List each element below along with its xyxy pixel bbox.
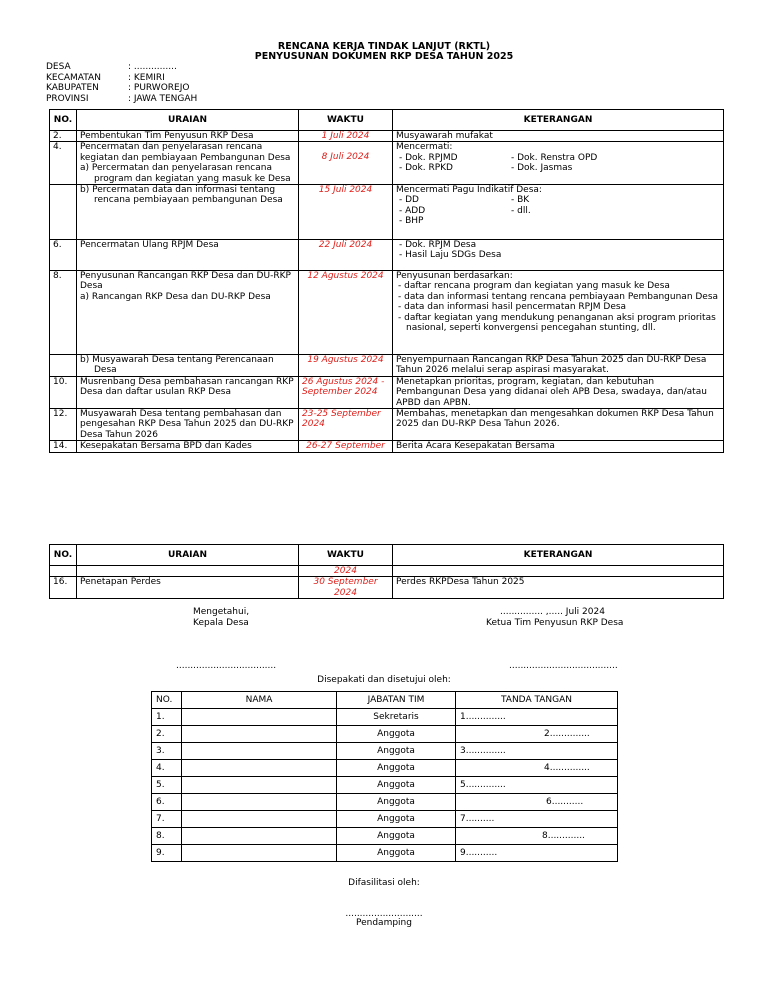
row-waktu: 19 Agustus 2024 bbox=[299, 355, 393, 377]
ket-list bbox=[396, 206, 720, 216]
sign-ttd: 2.............. bbox=[456, 726, 618, 743]
sign-nama bbox=[182, 760, 337, 777]
sign-jabatan: Anggota bbox=[337, 726, 456, 743]
header-no: NO. bbox=[50, 545, 77, 566]
row-keterangan: Musyawarah mufakat bbox=[393, 131, 724, 142]
row-no: 2. bbox=[50, 131, 77, 142]
row-uraian: Musyawarah Desa tentang pembahasan dan pengesahan RKP Desa Tahun 2025 dan DU-RKP Desa Tahun 2026 bbox=[77, 409, 299, 441]
ket-item: - BK bbox=[511, 195, 530, 206]
ket-item: - ADD bbox=[399, 205, 426, 216]
row-uraian: Pencermatan Ulang RPJM Desa bbox=[77, 240, 299, 271]
row-keterangan: Menetapkan prioritas, program, kegiatan, dan kebutuhan Pembangunan Desa yang didanai oleh APB Desa, swadaya, dan/atau APBD dan APBN. bbox=[393, 376, 724, 408]
rktl-table bbox=[49, 109, 724, 453]
row-no: 4. bbox=[50, 142, 77, 185]
info-label: PROVINSI bbox=[46, 93, 89, 104]
ket-list bbox=[396, 153, 720, 163]
row-keterangan bbox=[393, 566, 724, 577]
row-waktu: 2024 bbox=[299, 566, 393, 577]
row-uraian bbox=[77, 355, 299, 377]
sign-ttd: 7.......... bbox=[456, 811, 618, 828]
sign-jabatan: Anggota bbox=[337, 794, 456, 811]
village-head-label: Kepala Desa bbox=[193, 618, 249, 628]
ket-item: - DD bbox=[399, 195, 419, 206]
row-no bbox=[50, 566, 77, 577]
sign-nama bbox=[182, 709, 337, 726]
ket-text: Mencermati Pagu Indikatif Desa: bbox=[396, 185, 542, 196]
sign-jabatan: Anggota bbox=[337, 811, 456, 828]
ket-item: - data dan informasi tentang rencana pembiayaan Pembangunan Desa bbox=[398, 291, 719, 302]
table-row bbox=[50, 185, 724, 240]
uraian-sub-a-cont: program dan kegiatan yang masuk ke Desa bbox=[94, 173, 291, 184]
table-row bbox=[50, 240, 724, 271]
table-row bbox=[50, 566, 724, 577]
sign-ttd: 9........... bbox=[456, 845, 618, 862]
facilitator-role: Pendamping bbox=[356, 918, 412, 928]
table-row bbox=[152, 760, 618, 777]
facilitated-label: Difasilitasi oleh: bbox=[348, 878, 420, 888]
row-waktu: 12 Agustus 2024 bbox=[299, 271, 393, 355]
row-keterangan bbox=[393, 142, 724, 185]
row-uraian: Pembentukan Tim Penyusun RKP Desa bbox=[77, 131, 299, 142]
table-row bbox=[50, 131, 724, 142]
table-row bbox=[152, 709, 618, 726]
table-row bbox=[50, 355, 724, 377]
row-waktu: 26-27 September bbox=[299, 441, 393, 452]
header-keterangan: KETERANGAN bbox=[393, 545, 724, 566]
row-uraian: Penetapan Perdes bbox=[77, 577, 299, 599]
sign-no: 1. bbox=[152, 709, 182, 726]
sign-jabatan: Sekretaris bbox=[337, 709, 456, 726]
row-uraian: Kesepakatan Bersama BPD dan Kades bbox=[77, 441, 299, 452]
ket-list bbox=[396, 195, 720, 205]
table-row bbox=[152, 777, 618, 794]
sign-nama bbox=[182, 794, 337, 811]
sign-no: 3. bbox=[152, 743, 182, 760]
row-waktu: 22 Juli 2024 bbox=[299, 240, 393, 271]
ket-list bbox=[396, 163, 720, 173]
sign-no: 5. bbox=[152, 777, 182, 794]
doc-subtitle: PENYUSUNAN DOKUMEN RKP DESA TAHUN 2025 bbox=[254, 51, 514, 62]
sign-jabatan: Anggota bbox=[337, 828, 456, 845]
ket-item: - Hasil Laju SDGs Desa bbox=[399, 250, 502, 261]
sign-ttd: 1.............. bbox=[456, 709, 618, 726]
sign-nama bbox=[182, 777, 337, 794]
row-no: 12. bbox=[50, 409, 77, 441]
row-keterangan bbox=[393, 271, 724, 355]
sign-ttd: 3.............. bbox=[456, 743, 618, 760]
uraian-sub-b-cont: Desa bbox=[94, 365, 117, 376]
sign-jabatan: Anggota bbox=[337, 777, 456, 794]
sign-ttd: 4.............. bbox=[456, 760, 618, 777]
ket-item: - data dan informasi hasil pencermatan RPJM Desa bbox=[398, 302, 627, 313]
sign-ttd: 6........... bbox=[456, 794, 618, 811]
uraian-text: Penyusunan Rancangan RKP Desa dan DU-RKP Desa bbox=[80, 271, 291, 292]
ket-item: - daftar kegiatan yang mendukung penanganan aksi program prioritas nasional, seperti konvergensi pencegahan stunting, dll. bbox=[398, 312, 716, 334]
sign-no: 9. bbox=[152, 845, 182, 862]
header-uraian: URAIAN bbox=[77, 545, 299, 566]
row-waktu: 30 September 2024 bbox=[299, 577, 393, 599]
row-no: 6. bbox=[50, 240, 77, 271]
sign-nama bbox=[182, 743, 337, 760]
table-row bbox=[50, 376, 724, 408]
row-keterangan: Penyempurnaan Rancangan RKP Desa Tahun 2025 dan DU-RKP Desa Tahun 2026 melalui serap aspirasi masyarakat. bbox=[393, 355, 724, 377]
signature-table bbox=[151, 691, 618, 862]
sign-jabatan: Anggota bbox=[337, 845, 456, 862]
header-waktu: WAKTU bbox=[299, 110, 393, 131]
info-block bbox=[46, 62, 197, 104]
info-value: : ............... bbox=[128, 62, 177, 72]
ket-item: - daftar rencana program dan kegiatan yang masuk ke Desa bbox=[398, 281, 670, 292]
known-by-label: Mengetahui, bbox=[193, 607, 250, 617]
row-keterangan bbox=[393, 185, 724, 240]
header-keterangan: KETERANGAN bbox=[393, 110, 724, 131]
sign-header-nama: NAMA bbox=[182, 692, 337, 709]
header-waktu: WAKTU bbox=[299, 545, 393, 566]
ket-item: - Dok. RPJMD bbox=[399, 152, 458, 163]
row-uraian bbox=[77, 142, 299, 185]
table-row bbox=[152, 726, 618, 743]
sign-no: 4. bbox=[152, 760, 182, 777]
ket-item: - BHP bbox=[399, 216, 424, 227]
row-waktu: 1 Juli 2024 bbox=[299, 131, 393, 142]
row-waktu: 23-25 September 2024 bbox=[299, 409, 393, 441]
rktl-table-continued bbox=[49, 544, 724, 599]
team-leader-signature-line: ...................................... bbox=[509, 661, 618, 671]
uraian-text: Pencermatan dan penyelarasan rencana kegiatan dan pembiayaan Pembangunan Desa bbox=[80, 142, 291, 163]
row-waktu: 8 Juli 2024 bbox=[299, 142, 393, 185]
ket-item: - Dok. RPKD bbox=[399, 163, 453, 174]
sign-jabatan: Anggota bbox=[337, 760, 456, 777]
sign-nama bbox=[182, 811, 337, 828]
ket-text: Penyusunan berdasarkan: bbox=[396, 271, 513, 282]
uraian-sub-a: a) Rancangan RKP Desa dan DU-RKP Desa bbox=[80, 291, 271, 302]
table-row bbox=[152, 743, 618, 760]
uraian-sub-b: b) Musyawarah Desa tentang Perencanaan bbox=[80, 355, 274, 366]
row-waktu: 26 Agustus 2024 - September 2024 bbox=[299, 376, 393, 408]
header-uraian: URAIAN bbox=[77, 110, 299, 131]
row-uraian bbox=[77, 271, 299, 355]
sign-ttd: 5.............. bbox=[456, 777, 618, 794]
info-value: : JAWA TENGAH bbox=[128, 93, 198, 104]
row-no: 10. bbox=[50, 376, 77, 408]
info-value: : PURWOREJO bbox=[128, 83, 190, 93]
uraian-sub-b: b) Percermatan data dan informasi tentang bbox=[80, 185, 276, 196]
sign-no: 8. bbox=[152, 828, 182, 845]
row-keterangan bbox=[393, 240, 724, 271]
info-label: KABUPATEN bbox=[46, 83, 99, 93]
row-no: 8. bbox=[50, 271, 77, 355]
header-no: NO. bbox=[50, 110, 77, 131]
row-no bbox=[50, 355, 77, 377]
sign-no: 6. bbox=[152, 794, 182, 811]
table-row bbox=[152, 845, 618, 862]
sign-jabatan: Anggota bbox=[337, 743, 456, 760]
info-value: : KEMIRI bbox=[128, 72, 165, 83]
sign-nama bbox=[182, 845, 337, 862]
team-leader-label: Ketua Tim Penyusun RKP Desa bbox=[486, 618, 624, 628]
sign-ttd: 8............. bbox=[456, 828, 618, 845]
table-row bbox=[152, 811, 618, 828]
sign-nama bbox=[182, 828, 337, 845]
row-keterangan: Berita Acara Kesepakatan Bersama bbox=[393, 441, 724, 452]
sign-header-no: NO. bbox=[152, 692, 182, 709]
table-row bbox=[152, 828, 618, 845]
row-uraian bbox=[77, 566, 299, 577]
uraian-sub-b-cont: rencana pembiayaan pembangunan Desa bbox=[94, 195, 283, 206]
ket-item: - dll. bbox=[511, 205, 531, 216]
table-row bbox=[50, 271, 724, 355]
sign-no: 2. bbox=[152, 726, 182, 743]
row-keterangan: Membahas, menetapkan dan mengesahkan dokumen RKP Desa Tahun 2025 dan DU-RKP Desa Tahun 2026. bbox=[393, 409, 724, 441]
sign-no: 7. bbox=[152, 811, 182, 828]
ket-item: - Dok. RPJM Desa bbox=[399, 240, 477, 251]
row-waktu: 15 Juli 2024 bbox=[299, 185, 393, 240]
uraian-sub-a: a) Percermatan dan penyelarasan rencana bbox=[80, 163, 272, 174]
row-no: 16. bbox=[50, 577, 77, 599]
sign-header-ttd: TANDA TANGAN bbox=[456, 692, 618, 709]
row-uraian: Musrenbang Desa pembahasan rancangan RKP Desa dan daftar usulan RKP Desa bbox=[77, 376, 299, 408]
agreed-label: Disepakati dan disetujui oleh: bbox=[317, 675, 451, 685]
ket-text: Mencermati: bbox=[396, 142, 453, 153]
row-no: 14. bbox=[50, 441, 77, 452]
facilitator-signature-line: ........................... bbox=[345, 909, 423, 919]
sign-header-jabatan: JABATAN TIM bbox=[337, 692, 456, 709]
table-row bbox=[50, 409, 724, 441]
sign-nama bbox=[182, 726, 337, 743]
ket-item: - Dok. Jasmas bbox=[511, 163, 573, 174]
village-head-signature-line: ................................... bbox=[176, 661, 277, 671]
row-uraian bbox=[77, 185, 299, 240]
table-row bbox=[50, 441, 724, 452]
info-label: KECAMATAN bbox=[46, 72, 101, 83]
place-date: ............... ,..... Juli 2024 bbox=[500, 607, 605, 617]
ket-item: - Dok. Renstra OPD bbox=[511, 152, 598, 163]
table-row bbox=[50, 577, 724, 599]
table-row bbox=[50, 142, 724, 185]
table-row bbox=[152, 794, 618, 811]
info-label: DESA bbox=[46, 62, 71, 72]
row-keterangan: Perdes RKPDesa Tahun 2025 bbox=[393, 577, 724, 599]
doc-title: RENCANA KERJA TINDAK LANJUT (RKTL) bbox=[277, 41, 491, 52]
row-no bbox=[50, 185, 77, 240]
